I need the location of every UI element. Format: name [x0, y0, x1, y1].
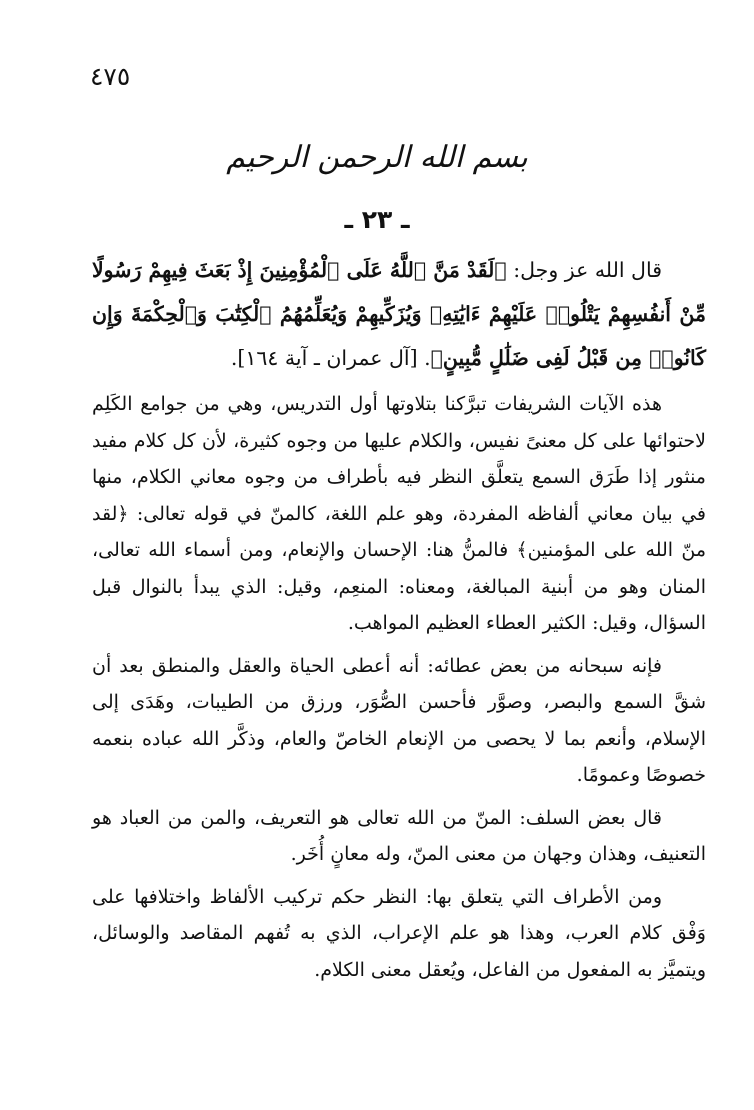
page-number: ٤٧٥	[90, 62, 131, 91]
quran-verse: ﴿لَقَدْ مَنَّ ٱللَّهُ عَلَى ٱلْمُؤْمِنِينَ إِذْ بَعَثَ فِيهِمْ رَسُولًا مِّنْ أَنفُسِهِمْ يَتْلُوا۟ عَلَيْهِمْ ءَايَٰتِهِۦ وَيُزَكِّيهِمْ وَيُعَلِّمُهُمُ ٱلْكِتَٰبَ وَٱلْحِكْمَةَ وَإِن كَانُوا۟ مِن قَبْلُ لَفِى ضَلَٰلٍ مُّبِينٍ﴾	[91, 258, 706, 370]
paragraph: قال بعض السلف: المنّ من الله تعالى هو التعريف، والمن من العباد هو التعنيف، وهذان وجهان من معنى المنّ، وله معانٍ أُخَر.	[92, 806, 706, 865]
paragraph: ومن الأطراف التي يتعلق بها: النظر حكم تركيب الألفاظ واختلافها على وَفْق كلام العرب، وهذا هو علم الإعراب، الذي به تُفهم المقاصد والوسائل، ويتميَّز به المفعول من الفاعل، ويُعقل معنى الكلام.	[92, 885, 706, 981]
verse-reference: . [آل عمران ـ آية ١٦٤].	[230, 346, 431, 370]
body-text	[92, 248, 706, 994]
section-number: ـ ٢٣ ـ	[344, 205, 410, 234]
paragraph: هذه الآيات الشريفات تبرَّكنا بتلاوتها أول التدريس، وهي من جوامع الكَلِم لاحتوائها على كل معنىً نفيس، والكلام عليها من وجوه كثيرة، لأن كل كلام مفيد منثور إذا طَرَق السمع يتعلَّق النظر فيه بأطراف من وجوه معاني الكلام، منها في بيان معاني ألفاظه المفردة، وهو علم اللغة، كالمنّ في قوله تعالى: ﴿لقد منّ الله على المؤمنين﴾ فالمنُّ هنا: الإحسان والإنعام، ومن أسماء الله تعالى، المنان وهو من أبنية المبالغة، ومعناه: المنعِم، وقيل: الذي يبدأ بالنوال قبل السؤال، وقيل: الكثير العطاء العظيم المواهب.	[92, 393, 706, 634]
basmala-calligraphy: بسم الله الرحمن الرحيم	[226, 140, 528, 175]
paragraph-verse	[92, 248, 706, 380]
paragraph: فإنه سبحانه من بعض عطائه: أنه أعطى الحياة والعقل والمنطق بعد أن شقَّ السمع والبصر، وصوَّر فأحسن الصُّوَر، ورزق من الطيبات، وهَدَى إلى الإسلام، وأنعم بما لا يحصى من الإنعام الخاصّ والعام، وذكَّر الله عباده بنعمه خصوصًا وعمومًا.	[92, 654, 706, 786]
verse-intro: قال الله عز وجل:	[506, 258, 662, 282]
